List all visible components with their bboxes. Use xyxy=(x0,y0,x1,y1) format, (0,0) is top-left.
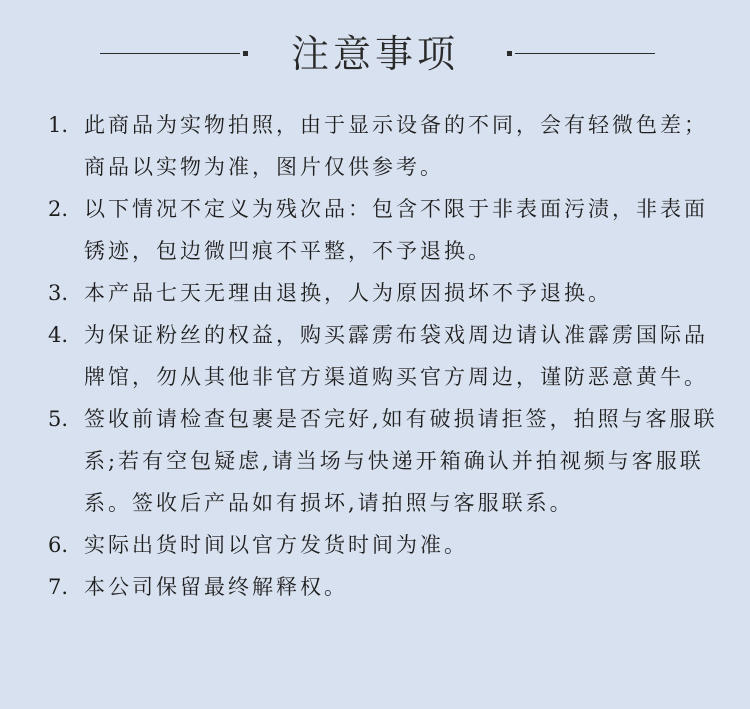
notice-number: 4. xyxy=(48,323,69,347)
notice-number: 1. xyxy=(48,113,69,137)
notice-number: 6. xyxy=(48,533,69,557)
notice-text: 本产品七天无理由退换，人为原因损坏不予退换。 xyxy=(84,281,612,305)
notice-number: 7. xyxy=(48,575,69,599)
notice-text: 为保证粉丝的权益，购买霹雳布袋戏周边请认准霹雳国际品牌馆，勿从其他非官方渠道购买官方周边，谨防恶意黄牛。 xyxy=(84,323,708,389)
left-divider-line xyxy=(100,53,240,54)
notice-number: 2. xyxy=(48,197,69,221)
notice-number: 5. xyxy=(48,407,69,431)
notice-text: 此商品为实物拍照，由于显示设备的不同，会有轻微色差；商品以实物为准，图片仅供参考。 xyxy=(84,113,708,179)
notice-item-6 xyxy=(44,524,724,566)
notice-text: 以下情况不定义为残次品：包含不限于非表面污渍，非表面锈迹，包边微凹痕不平整，不予退换。 xyxy=(84,197,708,263)
header xyxy=(0,24,750,84)
notice-item-5 xyxy=(44,398,724,524)
page-title: 注意事项 xyxy=(290,32,459,76)
notice-item-3 xyxy=(44,272,724,314)
notice-list xyxy=(44,104,724,608)
right-divider-line xyxy=(515,53,655,54)
left-divider-dot xyxy=(243,51,248,56)
notice-item-7 xyxy=(44,566,724,608)
notice-number: 3. xyxy=(48,281,69,305)
notice-item-2 xyxy=(44,188,724,272)
notice-text: 实际出货时间以官方发货时间为准。 xyxy=(84,533,468,557)
right-divider-dot xyxy=(507,51,512,56)
notice-text: 签收前请检查包裹是否完好,如有破损请拒签，拍照与客服联系;若有空包疑虑,请当场与快递开箱确认并拍视频与客服联系。签收后产品如有损坏,请拍照与客服联系。 xyxy=(84,407,718,515)
notice-item-4 xyxy=(44,314,724,398)
notice-item-1 xyxy=(44,104,724,188)
notice-text: 本公司保留最终解释权。 xyxy=(84,575,348,599)
